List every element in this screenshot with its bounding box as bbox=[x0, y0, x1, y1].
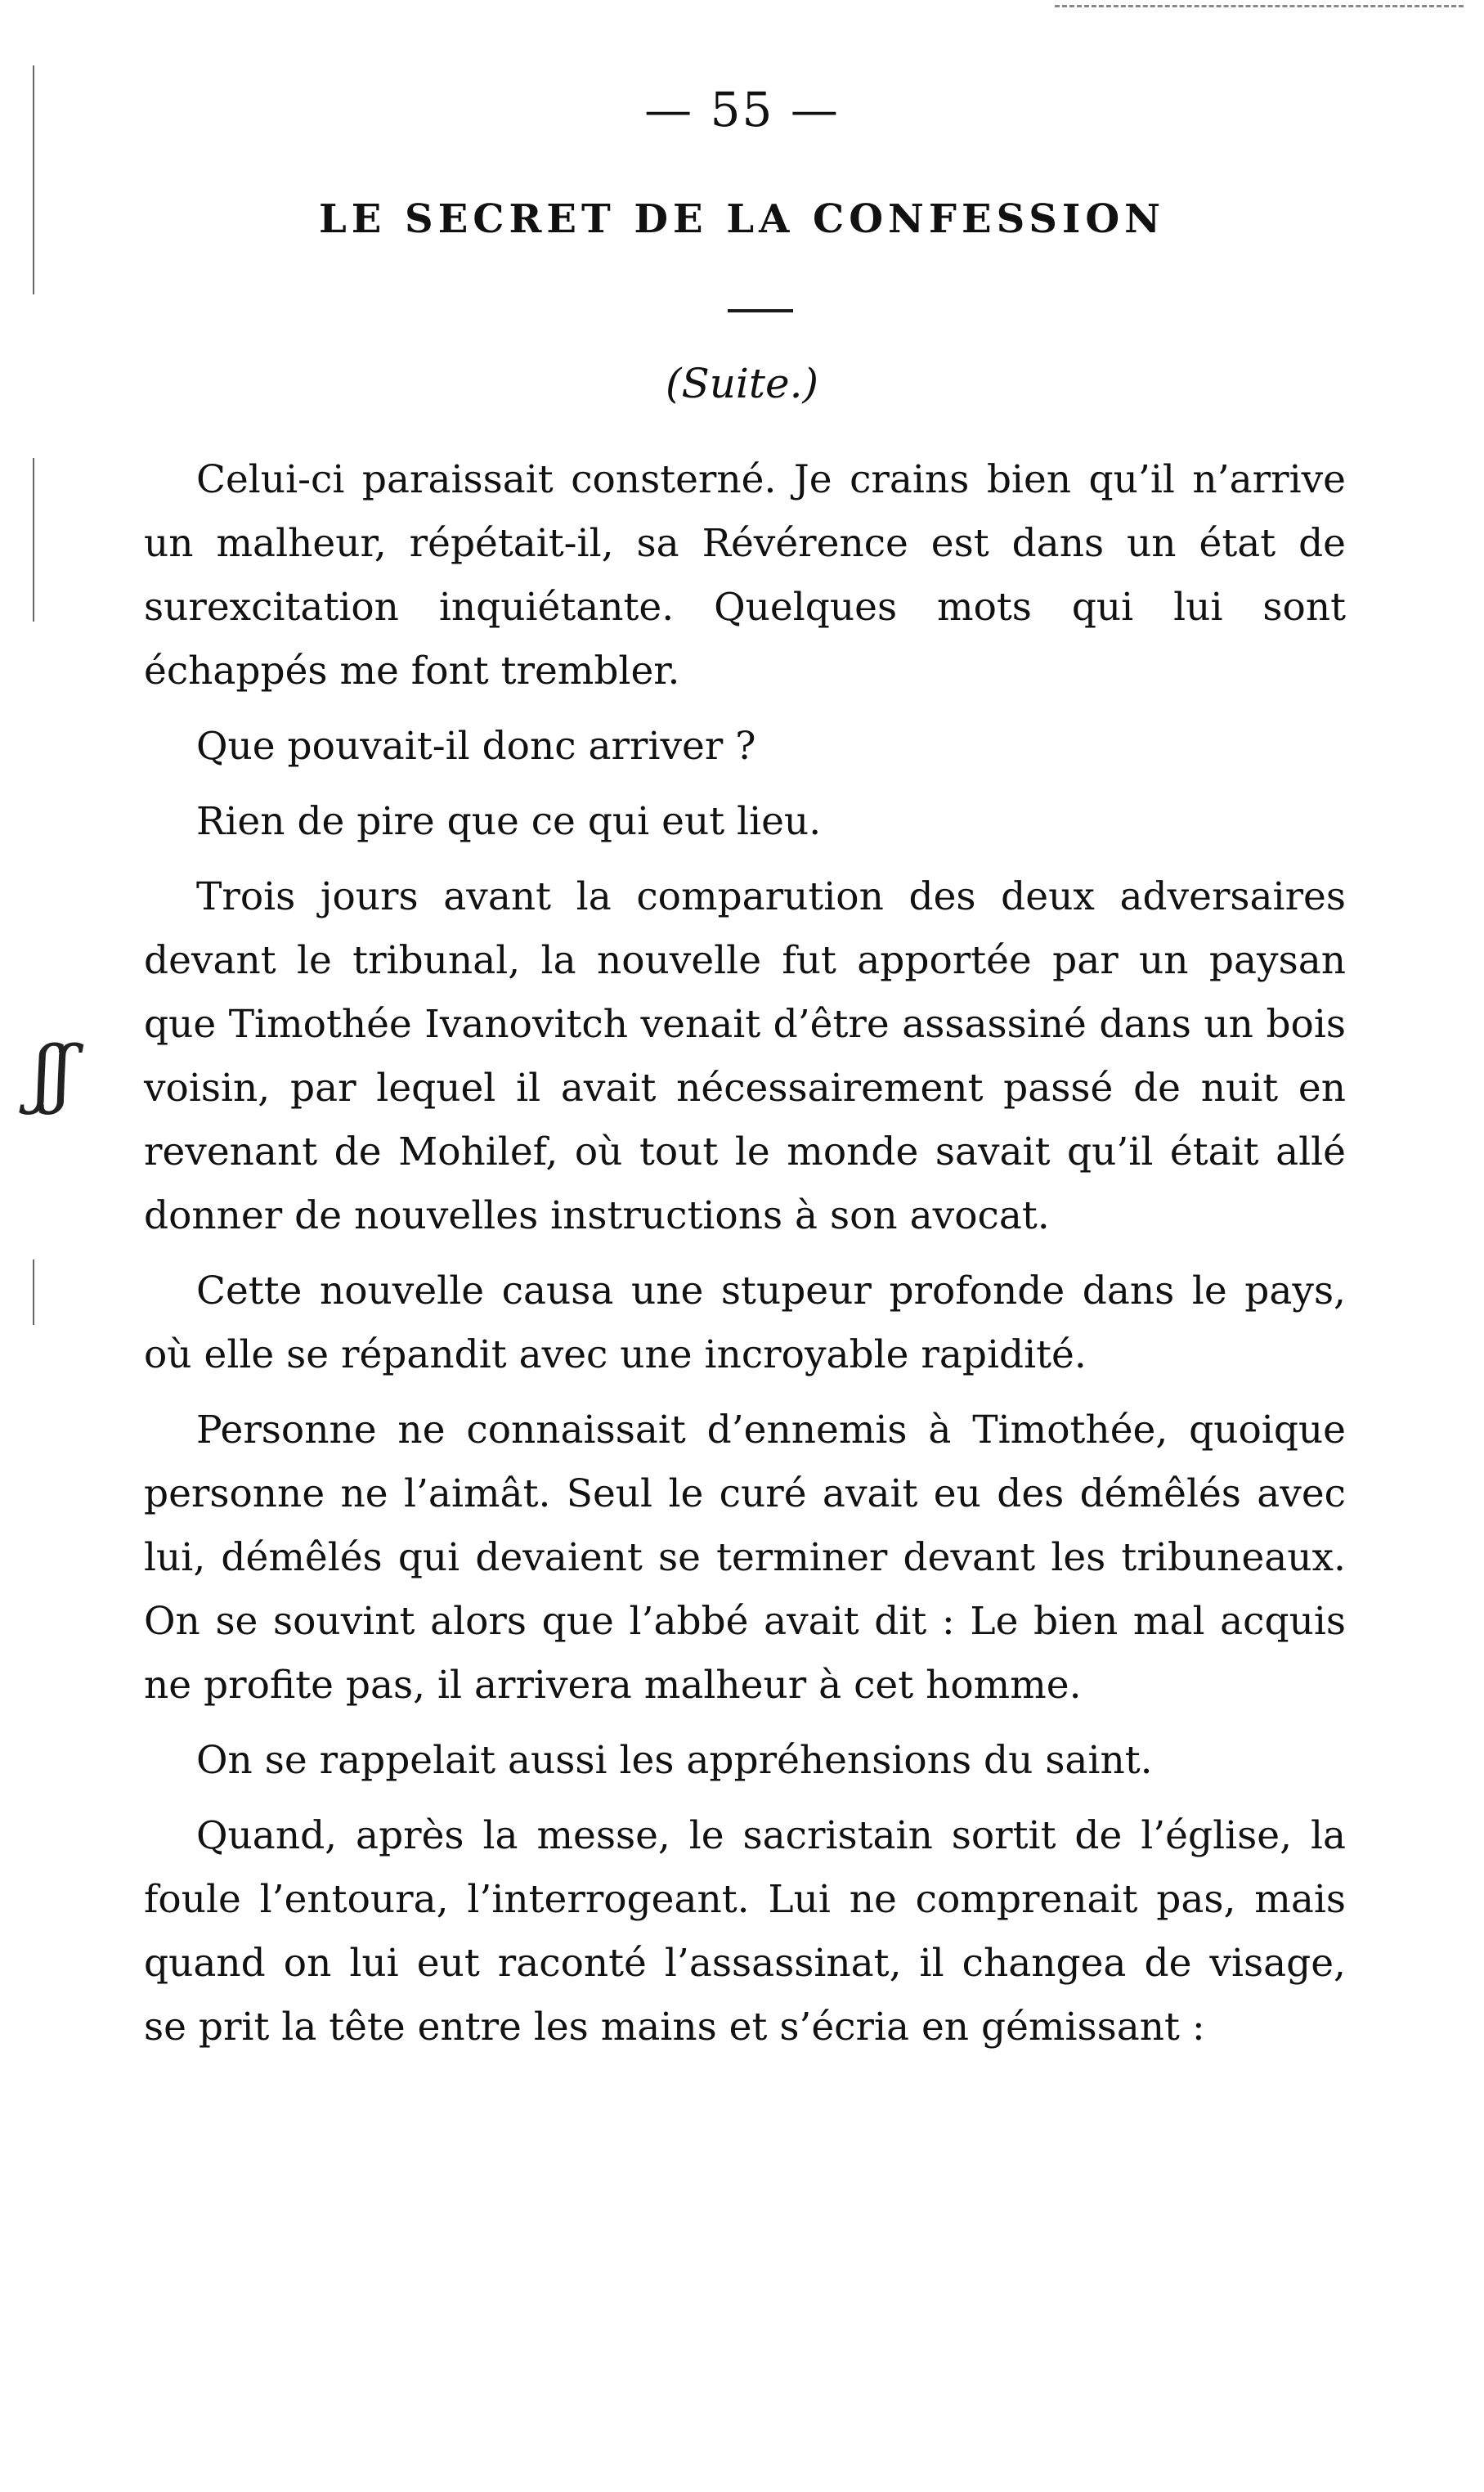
paragraph: Que pouvait-il donc arriver ? bbox=[196, 724, 756, 769]
paragraph: Quand, après la messe, le sacristain sortit de l’église, la foule l’entoura, l’interrogeant. Lui ne comprenait pas, mais quand on lui eut raconté l’assassinat, il changea de visage, se prit la tête entre les mains et s’écria en gémissant : bbox=[144, 1813, 1346, 2050]
paragraph: Personne ne connaissait d’ennemis à Timothée, quoique personne ne l’aimât. Seul le curé avait eu des démêlés avec lui, démêlés qui devaient se terminer devant les tribuneaux. On se souvint alors que l’abbé avait dit : Le bien mal acquis ne profite pas, il arrivera malheur à cet homme. bbox=[144, 1408, 1346, 1708]
body-text bbox=[144, 448, 1346, 2071]
paragraph: On se rappelait aussi les appréhensions du saint. bbox=[196, 1738, 1153, 1783]
continuation-note: (Suite.) bbox=[665, 360, 819, 407]
scan-edge-mark bbox=[1055, 5, 1464, 7]
paragraph: Cette nouvelle causa une stupeur profonde dans le pays, où elle se répandit avec une incroyable rapidité. bbox=[144, 1268, 1346, 1377]
margin-scan-line bbox=[33, 1259, 34, 1325]
page-number: — 55 — bbox=[644, 82, 840, 137]
margin-scan-line bbox=[33, 458, 34, 622]
paragraph: Trois jours avant la comparution des deux adversaires devant le tribunal, la nouvelle fut apportée par un paysan que Timothée Ivanovitch venait d’être assassiné dans un bois voisin, par lequel il avait nécessairement passé de nuit en revenant de Mohilef, où tout le monde savait qu’il était allé donner de nouvelles instructions à son avocat. bbox=[144, 874, 1346, 1238]
paragraph: Rien de pire que ce qui eut lieu. bbox=[196, 799, 822, 844]
margin-annotation: ʃʃ bbox=[33, 1030, 73, 1116]
chapter-title: LE SECRET DE LA CONFESSION bbox=[319, 196, 1165, 242]
paragraph: Celui-ci paraissait consterné. Je crains bien qu’il n’arrive un malheur, répétait-il, sa Révérence est dans un état de surexcitation inquiétante. Quelques mots qui lui sont échappés me font trembler. bbox=[144, 457, 1346, 694]
title-divider bbox=[728, 309, 793, 312]
